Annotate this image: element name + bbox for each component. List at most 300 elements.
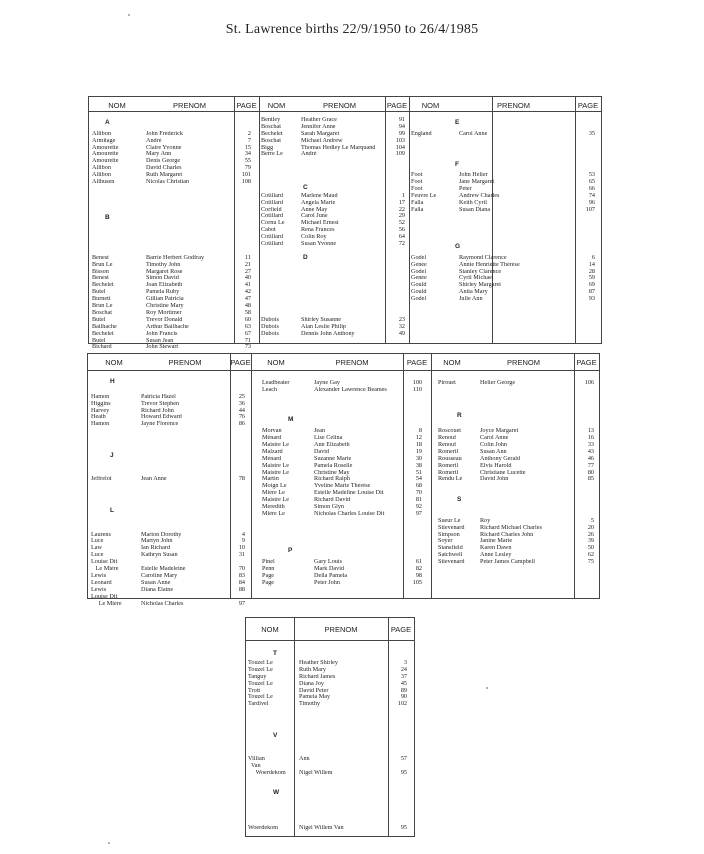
- table-cell: [261, 158, 301, 165]
- table-cell: 66: [588, 185, 595, 192]
- table-cell: Cotillard: [261, 234, 283, 241]
- table-cell: Mark David: [314, 566, 345, 573]
- table-cell: [146, 124, 234, 131]
- table-cell: Raymond Clarence: [459, 254, 507, 261]
- table-cell: Richard James: [299, 673, 336, 680]
- table-cell: Bentley: [261, 117, 281, 123]
- table-cell: [235, 200, 251, 207]
- section-letter: G: [455, 243, 461, 250]
- table-cell: [92, 227, 146, 234]
- table-cell: [299, 791, 387, 798]
- table-cell: [301, 248, 385, 255]
- table-cell: [576, 234, 595, 241]
- table-cell: 10: [238, 545, 245, 552]
- table-cell: 64: [398, 234, 405, 241]
- table-cell: [459, 220, 573, 227]
- table-cell: [411, 227, 459, 234]
- table-cell: Maistre Le: [262, 462, 289, 469]
- table-cell: Simon David: [146, 275, 179, 282]
- table-cell: 36: [238, 400, 245, 407]
- table-cell: 97: [415, 510, 422, 517]
- table-cell: [261, 296, 301, 303]
- table-cell: Stievenard: [438, 559, 465, 566]
- table-cell: [389, 708, 407, 715]
- table-cell: [314, 421, 404, 428]
- table-cell: Shirley Susanne: [301, 316, 342, 323]
- header-nom: NOM: [267, 101, 286, 110]
- table-cell: [386, 303, 405, 310]
- table-cell: 110: [412, 386, 422, 393]
- table-cell: [248, 736, 294, 743]
- table-cell: England: [411, 130, 432, 137]
- table-cell: 44: [238, 407, 245, 414]
- table-cell: 23: [398, 316, 405, 323]
- table-cell: [299, 798, 387, 805]
- table-cell: 51: [415, 469, 422, 476]
- table-cell: David: [314, 448, 330, 455]
- table-cell: 22: [398, 206, 405, 213]
- table-cell: 28: [588, 268, 595, 275]
- table-cell: Sarah Margaret: [301, 130, 340, 137]
- table-cell: [262, 525, 312, 532]
- table-cell: [411, 234, 459, 241]
- table-cell: André: [301, 151, 317, 158]
- table-cell: 17: [398, 199, 405, 206]
- table-cell: [231, 594, 245, 601]
- table-cell: Feuvre Le: [411, 192, 437, 199]
- table-cell: [411, 165, 459, 172]
- header-prenom: PRENOM: [324, 625, 358, 634]
- table-cell: Ian Richard: [141, 545, 171, 552]
- table-cell: 47: [244, 296, 251, 303]
- table-cell: [261, 289, 301, 296]
- table-cell: [141, 504, 227, 511]
- table-cell: Page: [262, 579, 275, 586]
- table-cell: [91, 442, 141, 449]
- table-cell: [459, 234, 573, 241]
- table-cell: [389, 763, 407, 770]
- page-column: [576, 117, 595, 303]
- table-cell: 45: [400, 680, 407, 687]
- table-cell: [301, 262, 385, 269]
- table-cell: Christine Mary: [146, 303, 184, 310]
- table-cell: 43: [587, 448, 594, 455]
- table-cell: Butel: [92, 337, 106, 344]
- table-cell: [235, 241, 251, 248]
- table-cell: [261, 269, 301, 276]
- table-cell: Peter: [459, 185, 472, 192]
- table-cell: [459, 124, 573, 131]
- table-cell: [480, 504, 572, 511]
- table-cell: [386, 275, 405, 282]
- table-cell: [389, 750, 407, 757]
- prenom-column: [314, 380, 404, 587]
- header-page: PAGE: [576, 358, 597, 367]
- table-cell: [299, 708, 387, 715]
- table-cell: [262, 414, 312, 421]
- table-cell: Morvan: [262, 428, 282, 435]
- table-cell: Leadbeater: [262, 380, 290, 386]
- table-cell: Alexander Lawrence Beames: [314, 386, 387, 393]
- table-cell: [141, 518, 227, 525]
- table-cell: Pamela May: [299, 694, 331, 701]
- table-cell: Anne May: [301, 206, 328, 213]
- table-cell: [411, 158, 459, 165]
- table-cell: 95: [400, 770, 407, 777]
- table-cell: Lewis: [91, 586, 107, 593]
- table-cell: [262, 401, 312, 408]
- table-cell: Gould: [411, 282, 427, 289]
- table-cell: [480, 401, 572, 408]
- table-cell: Satchwell: [438, 552, 463, 559]
- table-cell: Genée: [411, 275, 427, 282]
- table-cell: [301, 275, 385, 282]
- table-cell: Arthur Bailhache: [146, 323, 189, 330]
- table-cell: [231, 483, 245, 490]
- table-cell: Christine May: [314, 469, 350, 476]
- table-cell: [301, 269, 385, 276]
- table-cell: Pirouet: [438, 380, 456, 386]
- table-cell: [301, 310, 385, 317]
- table-cell: Keith Cyril: [459, 199, 488, 206]
- table-cell: 24: [400, 666, 407, 673]
- table-cell: 21: [244, 261, 251, 268]
- table-cell: [146, 186, 234, 193]
- table-cell: John Francis: [146, 330, 178, 337]
- table-cell: [231, 511, 245, 518]
- table-cell: Godel: [411, 268, 427, 275]
- table-cell: Soyer: [438, 538, 453, 545]
- table-cell: [248, 812, 294, 819]
- table-cell: [576, 220, 595, 227]
- table-cell: Malzard: [262, 448, 283, 455]
- table-cell: Richard Ralph: [314, 476, 350, 483]
- table-cell: 52: [398, 220, 405, 227]
- table-cell: Denis George: [146, 158, 181, 165]
- table-cell: [261, 186, 301, 193]
- table-cell: Le Mière: [91, 566, 119, 573]
- table-cell: [261, 282, 301, 289]
- table-cell: [92, 213, 146, 220]
- table-cell: [248, 784, 294, 791]
- table-cell: Touzel Le: [248, 680, 273, 687]
- table-cell: Annie Henriette Thérèse: [459, 261, 520, 268]
- table-cell: [576, 151, 595, 158]
- table-cell: Maistre Le: [262, 469, 289, 476]
- table-cell: 20: [587, 524, 594, 531]
- table-cell: [235, 207, 251, 214]
- table-cell: [91, 435, 141, 442]
- table-cell: [248, 818, 294, 825]
- section-letter: V: [273, 732, 278, 739]
- table-cell: [231, 497, 245, 504]
- table-cell: Moign Le: [262, 483, 287, 490]
- table-cell: [91, 449, 141, 456]
- table-cell: [438, 483, 480, 490]
- table-cell: 76: [238, 414, 245, 421]
- table-cell: Michael Andrew: [301, 137, 343, 144]
- table-cell: [389, 743, 407, 750]
- table-cell: [576, 124, 595, 131]
- table-cell: [389, 736, 407, 743]
- table-cell: Falla: [411, 206, 424, 213]
- table-cell: Foot: [411, 179, 423, 186]
- header-prenom: PRENOM: [173, 101, 206, 110]
- table-cell: 12: [415, 435, 422, 442]
- table-cell: [386, 262, 405, 269]
- table-cell: [386, 158, 405, 165]
- table-cell: [231, 525, 245, 532]
- header-page: PAGE: [390, 625, 412, 634]
- table-cell: 102: [397, 701, 407, 708]
- nom-column: [248, 660, 294, 832]
- table-cell: [141, 490, 227, 497]
- table-cell: [386, 310, 405, 317]
- table-cell: [404, 525, 422, 532]
- table-cell: [576, 227, 595, 234]
- table-cell: 6: [591, 254, 595, 261]
- table-cell: [576, 248, 595, 255]
- table-cell: [91, 483, 141, 490]
- table-cell: [314, 532, 404, 539]
- table-cell: Gary Louis: [314, 559, 343, 566]
- table-cell: [576, 138, 595, 145]
- table-cell: [231, 456, 245, 463]
- table-cell: [575, 504, 594, 511]
- table-cell: [262, 532, 312, 539]
- table-cell: [438, 421, 480, 428]
- prenom-column: [301, 117, 385, 338]
- header-prenom: PRENOM: [497, 101, 530, 110]
- table-cell: Heather Shirley: [299, 660, 339, 666]
- table-cell: [301, 303, 385, 310]
- section-letter: D: [303, 254, 308, 261]
- nom-column: [438, 380, 480, 566]
- table-cell: [314, 538, 404, 545]
- table-cell: [91, 380, 141, 387]
- table-cell: Van: [248, 763, 261, 770]
- table-cell: [146, 227, 234, 234]
- table-cell: Nicolas Christian: [146, 179, 190, 186]
- table-cell: 16: [587, 435, 594, 442]
- table-cell: Leach: [262, 386, 278, 393]
- table-cell: [262, 518, 312, 525]
- table-cell: Stansfield: [438, 545, 463, 552]
- table-cell: [299, 722, 387, 729]
- table-cell: 96: [588, 199, 595, 206]
- table-cell: Rena Frances: [301, 227, 335, 234]
- table-cell: Stievenard: [438, 524, 465, 531]
- table-cell: [299, 812, 387, 819]
- table-cell: [301, 172, 385, 179]
- table-cell: 39: [587, 538, 594, 545]
- nom-column: [92, 117, 146, 351]
- table-cell: [389, 805, 407, 812]
- table-cell: Benest: [92, 254, 109, 261]
- table-cell: 37: [400, 673, 407, 680]
- table-cell: [92, 241, 146, 248]
- table-cell: Berre Le: [261, 151, 283, 158]
- section-letter: J: [110, 452, 114, 459]
- table-cell: Andrew Charles: [459, 192, 500, 199]
- table-cell: [575, 414, 594, 421]
- table-cell: [248, 729, 294, 736]
- table-cell: Ann: [299, 756, 310, 763]
- table-cell: [314, 525, 404, 532]
- table-cell: 32: [398, 323, 405, 330]
- table-cell: [301, 186, 385, 193]
- table-cell: [235, 213, 251, 220]
- table-cell: Ann Elizabeth: [314, 442, 350, 449]
- header-prenom: PRENOM: [507, 358, 540, 367]
- prenom-column: [459, 117, 573, 303]
- table-cell: [459, 145, 573, 152]
- table-cell: [141, 559, 227, 566]
- table-cell: Susan Anne: [141, 579, 171, 586]
- table-cell: Armitage: [92, 137, 116, 144]
- table-cell: [146, 200, 234, 207]
- table-cell: Romeril: [438, 469, 459, 476]
- table-cell: [389, 798, 407, 805]
- table-cell: 25: [238, 393, 245, 400]
- table-cell: 109: [395, 151, 405, 158]
- table-cell: Susan Diana: [459, 206, 491, 213]
- section-letter: R: [457, 412, 462, 419]
- table-cell: [91, 511, 141, 518]
- header-nom: NOM: [261, 625, 279, 634]
- table-cell: [575, 394, 594, 401]
- table-cell: 87: [588, 289, 595, 296]
- table-cell: Timothy John: [146, 261, 181, 268]
- section-letter: F: [455, 161, 459, 168]
- table-cell: Trevor Stephen: [141, 400, 180, 407]
- table-cell: [576, 241, 595, 248]
- table-cell: [404, 414, 422, 421]
- table-cell: [235, 124, 251, 131]
- table-cell: Cotillard: [261, 192, 283, 199]
- table-cell: [438, 387, 480, 394]
- table-cell: [386, 248, 405, 255]
- header-prenom: PRENOM: [168, 358, 202, 367]
- table-cell: [235, 234, 251, 241]
- table-cell: 31: [238, 552, 245, 559]
- table-cell: [141, 511, 227, 518]
- table-cell: Susan Yvonne: [301, 241, 337, 248]
- table-cell: 60: [244, 316, 251, 323]
- table-cell: Della Pamela: [314, 572, 348, 579]
- table-cell: 11: [245, 254, 251, 261]
- table-cell: [411, 124, 459, 131]
- table-cell: [235, 248, 251, 255]
- header-prenom: PRENOM: [335, 358, 369, 367]
- table-cell: Julie Ann: [459, 296, 483, 303]
- table-cell: [438, 414, 480, 421]
- table-cell: [261, 303, 301, 310]
- table-cell: Ménard: [262, 435, 282, 442]
- table-cell: [314, 401, 404, 408]
- table-cell: Trott: [248, 687, 261, 694]
- table-cell: Page: [262, 572, 275, 579]
- table-cell: [235, 186, 251, 193]
- table-cell: [261, 179, 301, 186]
- table-cell: 75: [587, 559, 594, 566]
- table-cell: [141, 497, 227, 504]
- table-cell: 89: [400, 687, 407, 694]
- table-cell: [92, 186, 146, 193]
- table-cell: Susan Ann: [480, 448, 507, 455]
- table-cell: [301, 296, 385, 303]
- births-table-3: [245, 617, 415, 837]
- table-cell: Bechelet: [261, 130, 283, 137]
- table-cell: Luce: [91, 538, 104, 545]
- table-cell: Villian: [248, 756, 265, 763]
- table-cell: Butel: [92, 316, 106, 323]
- table-cell: [386, 269, 405, 276]
- table-cell: [404, 552, 422, 559]
- table-cell: Lewis: [91, 572, 107, 579]
- table-cell: Alan Leslie Philip: [301, 323, 347, 330]
- table-cell: [459, 241, 573, 248]
- table-cell: [389, 722, 407, 729]
- table-cell: Renouf: [438, 435, 457, 442]
- table-cell: Caroline Mary: [141, 572, 178, 579]
- table-cell: Yveline Marie Thérèse: [314, 483, 371, 490]
- table-cell: [299, 750, 387, 757]
- table-cell: [386, 255, 405, 262]
- table-cell: Jeffrelot: [91, 476, 112, 483]
- table-cell: [235, 193, 251, 200]
- table-cell: 7: [247, 137, 251, 144]
- table-cell: Pamela Roselle: [314, 462, 353, 469]
- table-cell: Sueur Le: [438, 517, 461, 524]
- table-cell: Peter John: [314, 579, 340, 586]
- table-cell: David Peter: [299, 687, 329, 694]
- table-cell: [231, 504, 245, 511]
- table-cell: [389, 812, 407, 819]
- table-cell: [480, 483, 572, 490]
- table-cell: [459, 158, 573, 165]
- table-cell: [141, 387, 227, 394]
- table-cell: Angela Marie: [301, 199, 336, 206]
- table-cell: Heather Grace: [301, 117, 337, 123]
- table-cell: Mière Le: [262, 510, 285, 517]
- table-cell: Simon Glyn: [314, 504, 345, 511]
- table-cell: Peter James Campbell: [480, 559, 535, 566]
- page-column: [575, 380, 594, 566]
- table-cell: 18: [415, 442, 422, 449]
- nom-column: [411, 117, 459, 303]
- table-cell: [314, 545, 404, 552]
- table-cell: 4: [241, 531, 245, 538]
- table-cell: [459, 213, 573, 220]
- table-cell: [231, 559, 245, 566]
- header-page: PAGE: [406, 358, 428, 367]
- table-cell: [248, 750, 294, 757]
- table-cell: 65: [588, 179, 595, 186]
- table-cell: Helier George: [480, 380, 516, 386]
- table-cell: Janine Marie: [480, 538, 513, 545]
- table-cell: Bechelet: [92, 282, 114, 289]
- table-cell: 94: [398, 123, 405, 130]
- table-cell: [459, 151, 573, 158]
- table-cell: [575, 408, 594, 415]
- table-cell: Ruth Mary: [299, 666, 326, 673]
- table-cell: [248, 722, 294, 729]
- page-column: [231, 380, 245, 607]
- table-cell: Corfield: [261, 206, 282, 213]
- table-cell: 41: [244, 282, 251, 289]
- table-cell: Brun Le: [92, 261, 113, 268]
